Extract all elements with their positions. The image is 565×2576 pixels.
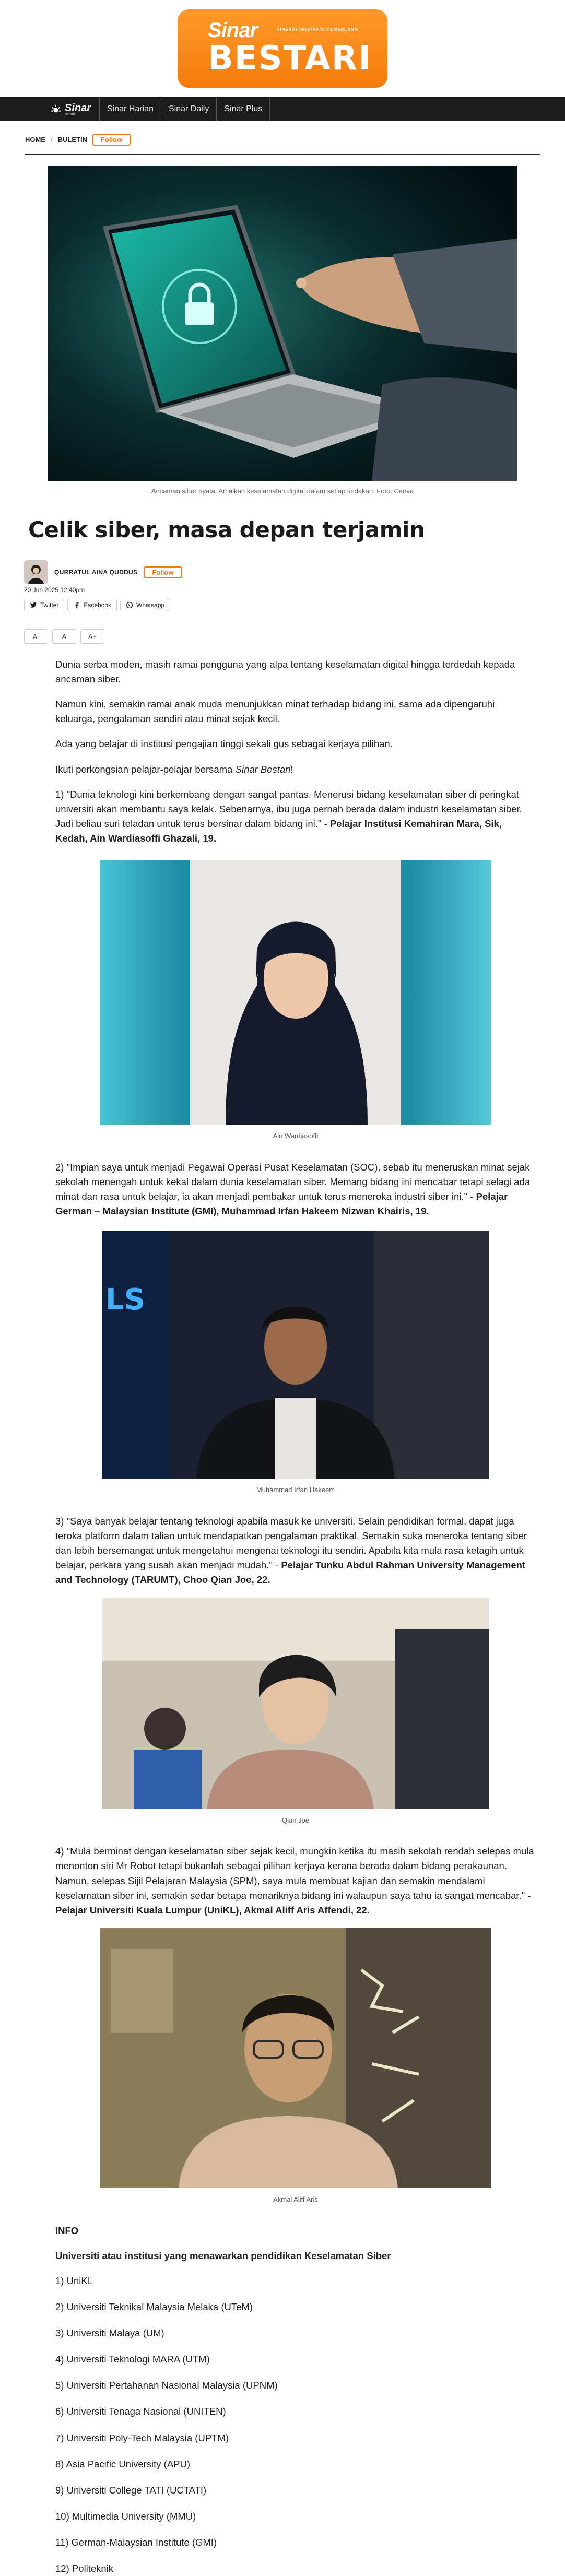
- whatsapp-icon: [126, 601, 133, 609]
- list-item: 5) Universiti Pertahanan Nasional Malaysia (UPNM): [55, 2380, 278, 2391]
- logo-tagline: SINERGI INSPIRASI CEMERLANG: [277, 27, 358, 32]
- lead-text: Ikuti perkongsian pelajar-pelajar bersama: [55, 763, 236, 775]
- info-heading-text: Universiti atau institusi yang menawarkan pendidikan Keselamatan Siber: [55, 2250, 391, 2261]
- intro-paragraph: Ada yang belajar di institusi pengajian tinggi sekali gus sebagai kerjaya pilihan.: [55, 738, 393, 750]
- top-nav: [0, 97, 565, 121]
- list-item: 2) Universiti Teknikal Malaysia Melaka (UTeM): [55, 2301, 253, 2312]
- intro-paragraph: Dunia serba moden, masih ramai pengguna yang alpa tentang keselamatan digital hingga terdedah kepada ancaman siber.: [55, 659, 515, 685]
- student-photo-image: [102, 1231, 489, 1479]
- nav-item-sinar-harian[interactable]: Sinar Harian: [100, 97, 161, 121]
- font-decrease-button[interactable]: A-: [24, 629, 48, 644]
- font-reset-button[interactable]: A: [52, 629, 76, 644]
- list-item: 3) Universiti Malaya (UM): [55, 2327, 164, 2339]
- share-facebook-button[interactable]: [67, 599, 117, 611]
- author-block: [24, 560, 565, 584]
- quote-paragraph: [55, 787, 536, 846]
- lead-paragraph: [55, 762, 536, 777]
- breadcrumb: [25, 134, 565, 146]
- sun-logo-icon: [50, 103, 62, 115]
- student-photo: [102, 1598, 489, 1809]
- list-item: 4) Universiti Teknologi MARA (UTM): [55, 2354, 210, 2365]
- info-label: INFO: [55, 2225, 79, 2236]
- quote-text: 4) "Mula berminat dengan keselamatan siber sejak kecil, mungkin ketika itu masih sekolah rendah selepas mula menonton siri Mr Robot tetapi bukanlah sebagai pilihan kerjaya kerana berada dalam bidang perakaunan. Namun, selepas Sijil Pelajaran Malaysia (SPM), saya mula membuat kajian dan semakin mendalami keselamatan siber ini, semakin sedar betapa menariknya bidang ini walaupun saya tahu ia sangat mencabar." -: [55, 1846, 534, 1901]
- laptop-security-illustration: [48, 166, 517, 481]
- list-item: 6) Universiti Tenaga Nasional (UNITEN): [55, 2406, 226, 2417]
- info-heading: [55, 2249, 536, 2263]
- sinar-bestari-logo[interactable]: [178, 9, 387, 88]
- quote-text: 2) "Impian saya untuk menjadi Pegawai Operasi Pusat Keselamatan (SOC), sebab itu meneruskan minat sejak sekolah menengah untuk kekal dalam dunia keselamatan siber. Memang bidang ini mencabar tetapi selagi ada minat dan rasa untuk belajar, ia akan menjadi pembakar untuk terus meneroka industri siber ini." -: [55, 1161, 531, 1202]
- follow-section-button[interactable]: Follow: [92, 134, 131, 146]
- lead-publication: Sinar Bestari: [235, 763, 291, 775]
- quote-credit: Pelajar Tunku Abdul Rahman University Management and Technology (TARUMT), Choo Qian Joe, 22.: [55, 1559, 526, 1586]
- breadcrumb-section[interactable]: BULETIN: [57, 136, 87, 144]
- follow-author-button[interactable]: Follow: [144, 566, 182, 578]
- list-item: 8) Asia Pacific University (APU): [55, 2458, 191, 2469]
- student-photo: [100, 860, 491, 1125]
- list-item: 7) Universiti Poly-Tech Malaysia (UPTM): [55, 2432, 229, 2443]
- author-avatar-image: [24, 560, 48, 584]
- quote-paragraph: [55, 1844, 536, 1918]
- author-name[interactable]: QURRATUL AINA QUDDUS: [54, 569, 138, 576]
- quote-text: 1) "Dunia teknologi kini berkembang dengan sangat pantas. Menerusi bidang keselamatan siber di peringkat universiti akan membantu saya kelak. Sebenarnya, ibu juga pernah berada dalam industri keselamatan siber. Jadi beliau suri teladan untuk terus bersinar dalam bidang ini." -: [55, 788, 522, 829]
- student-photo-image: [102, 1598, 489, 1809]
- photo-caption: Muhammad Irfan Hakeem: [256, 1486, 335, 1494]
- lead-end: !: [290, 763, 293, 775]
- quote-paragraph: [55, 1514, 536, 1588]
- font-size-controls: [24, 629, 565, 644]
- article-title: Celik siber, masa depan terjamin: [28, 517, 425, 542]
- share-facebook-label: Facebook: [84, 601, 112, 609]
- photo-caption: Akmal Aliff Aris: [273, 2195, 318, 2203]
- list-item: 1) UniKL: [55, 2275, 93, 2286]
- share-whatsapp-label: Whatsapp: [136, 601, 165, 609]
- svg-text:LS: LS: [105, 1283, 146, 1317]
- photo-caption: Qian Joe: [281, 1816, 310, 1824]
- divider: [25, 154, 540, 155]
- list-item: 10) Multimedia University (MMU): [55, 2510, 196, 2522]
- quote-text: 3) "Saya banyak belajar tentang teknologi apabila masuk ke universiti. Selain pendidikan formal, dapat juga teroka platform dalam talian untuk mendapatkan pengalaman praktikal. Semakin suka meneroka tentang siber dan lebih bersemangat untuk mengetahui mengenai teknologi itu sendiri. Apabila kita mula rasa ketagih untuk belajar, perkara yang susah akan menjadi mudah." -: [55, 1516, 527, 1571]
- list-item: 12) Politeknik: [55, 2563, 114, 2574]
- nav-logo-sub: harian: [65, 112, 75, 116]
- photo-caption: Ain Wardiasoffi: [273, 1132, 319, 1140]
- share-whatsapp-button[interactable]: [120, 599, 170, 611]
- share-bar: [24, 599, 565, 611]
- hero-image: [48, 166, 517, 481]
- quote-credit: Pelajar Universiti Kuala Lumpur (UniKL), Akmal Aliff Aris Affendi, 22.: [55, 1904, 370, 1916]
- quote-credit: Pelajar German – Malaysian Institute (GMI), Muhammad Irfan Hakeem Nizwan Khairis, 19.: [55, 1191, 508, 1217]
- quote-paragraph: [55, 1160, 536, 1219]
- publish-date: 20 Jun 2025 12:40pm: [24, 586, 85, 594]
- intro-paragraph: Namun kini, semakin ramai anak muda menunjukkan minat terhadap bidang ini, sama ada dipengaruhi keluarga, pengalaman sendiri atau minat sejak kecil.: [55, 699, 495, 725]
- article-body: [55, 657, 536, 2576]
- nav-sinar-logo[interactable]: [50, 97, 100, 121]
- student-photo-image: [100, 860, 491, 1125]
- share-twitter-button[interactable]: [24, 599, 64, 611]
- breadcrumb-separator: /: [51, 136, 53, 144]
- nav-logo-word: Sinar: [65, 102, 91, 114]
- university-list: [55, 2274, 536, 2576]
- nav-item-sinar-plus[interactable]: Sinar Plus: [217, 97, 270, 121]
- author-avatar[interactable]: [24, 560, 48, 584]
- student-photo-image: [100, 1928, 491, 2188]
- student-photo: [102, 1231, 489, 1479]
- nav-item-sinar-daily[interactable]: Sinar Daily: [161, 97, 217, 121]
- student-photo: [100, 1928, 491, 2188]
- list-item: 9) Universiti College TATI (UCTATI): [55, 2484, 207, 2496]
- quote-credit: Pelajar Institusi Kemahiran Mara, Sik, Kedah, Ain Wardiasoffi Ghazali, 19.: [55, 818, 502, 844]
- list-item: 11) German-Malaysian Institute (GMI): [55, 2536, 217, 2548]
- twitter-icon: [30, 601, 37, 609]
- font-increase-button[interactable]: A+: [80, 629, 104, 644]
- share-twitter-label: Twitter: [40, 601, 59, 609]
- logo-top-text: Sinar: [208, 19, 258, 42]
- breadcrumb-home[interactable]: HOME: [25, 136, 45, 144]
- site-header: [0, 0, 565, 97]
- facebook-icon: [73, 601, 80, 609]
- hero-caption: Ancaman siber nyata. Amalkan keselamatan digital dalam setiap tindakan. Foto: Canva: [151, 487, 414, 495]
- logo-main-text: BESTARI: [208, 39, 372, 78]
